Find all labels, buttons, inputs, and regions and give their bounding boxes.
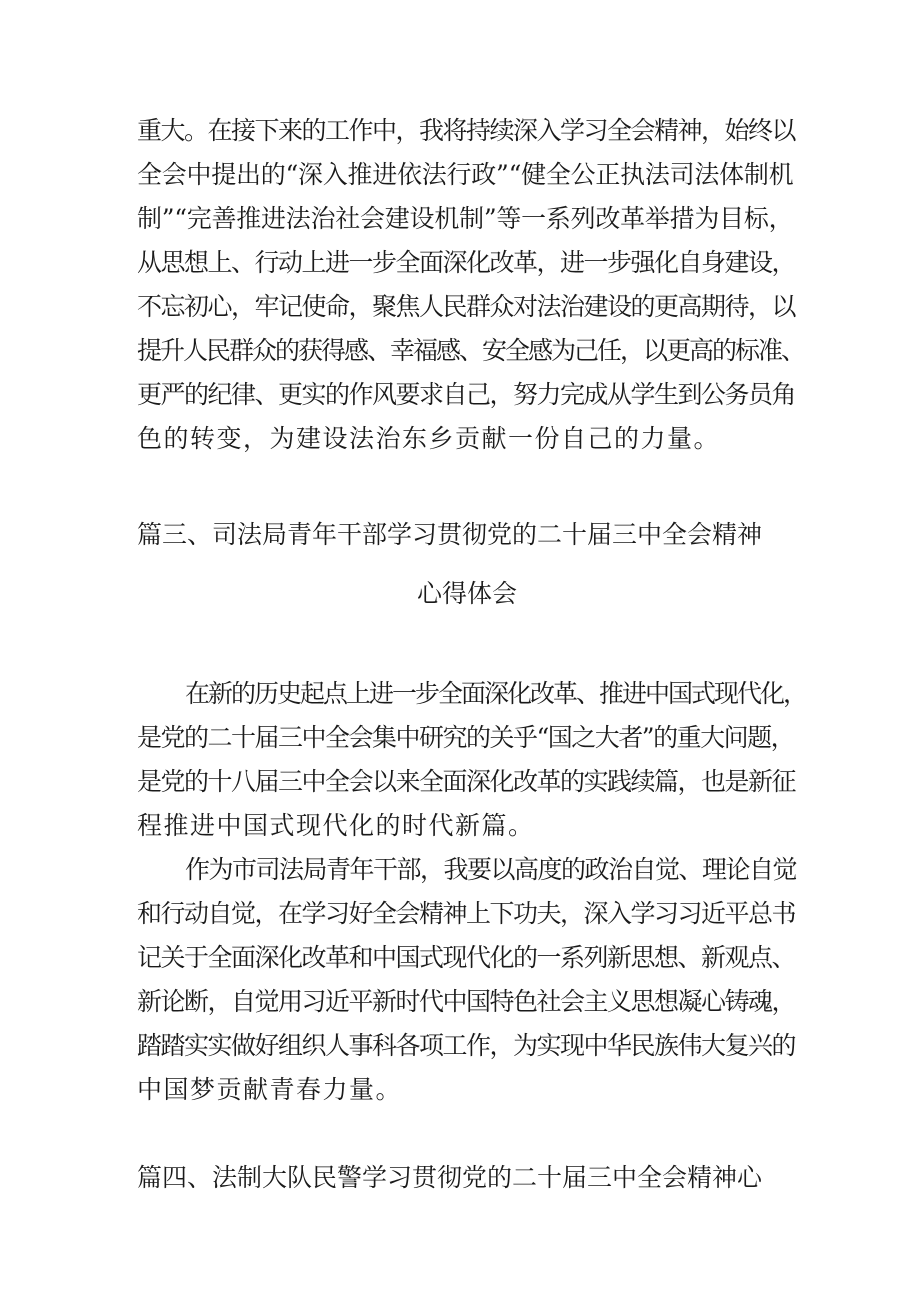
section-4-title: 篇四、法制大队民警学习贯彻党的二十届三中全会精神心 — [137, 1163, 763, 1192]
paragraph-line: 新论断，自觉用习近平新时代中国特色社会主义思想凝心铸魂， — [137, 987, 796, 1016]
paragraph-line: 不忘初心，牢记使命，聚焦人民群众对法治建设的更高期待，以 — [137, 292, 796, 321]
paragraph-line: 和行动自觉，在学习好全会精神上下功夫，深入学习习近平总书 — [137, 899, 796, 928]
paragraph-line: 中国梦贡献青春力量。 — [137, 1075, 403, 1104]
paragraph-line: 程推进中国式现代化的时代新篇。 — [137, 811, 535, 840]
paragraph-line: 从思想上、行动上进一步全面深化改革，进一步强化自身建设， — [137, 248, 796, 277]
paragraph-line: 在新的历史起点上进一步全面深化改革、推进中国式现代化， — [185, 679, 807, 708]
paragraph-line: 全会中提出的“深入推进依法行政”“健全公正执法司法体制机 — [137, 160, 794, 189]
section-3-title: 篇三、司法局青年干部学习贯彻党的二十届三中全会精神 — [137, 520, 763, 549]
paragraph-line: 色的转变，为建设法治东乡贡献一份自己的力量。 — [137, 424, 721, 453]
paragraph-line: 是党的二十届三中全会集中研究的关乎“国之大者”的重大问题， — [137, 723, 795, 752]
paragraph-line: 踏踏实实做好组织人事科各项工作，为实现中华民族伟大复兴的 — [137, 1031, 796, 1060]
paragraph-line: 更严的纪律、更实的作风要求自己，努力完成从学生到公务员角 — [137, 380, 796, 409]
section-3-title-cont: 心得体会 — [417, 579, 518, 608]
paragraph-line: 作为市司法局青年干部，我要以高度的政治自觉、理论自觉 — [185, 855, 797, 884]
paragraph-line: 是党的十八届三中全会以来全面深化改革的实践续篇，也是新征 — [137, 767, 796, 796]
paragraph-line: 记关于全面深化改革和中国式现代化的一系列新思想、新观点、 — [137, 943, 796, 972]
paragraph-line: 重大。在接下来的工作中，我将持续深入学习全会精神，始终以 — [137, 116, 796, 145]
paragraph-line: 制”“完善推进法治社会建设机制”等一系列改革举措为目标， — [137, 204, 794, 233]
paragraph-line: 提升人民群众的获得感、幸福感、安全感为己任，以更高的标准、 — [137, 336, 805, 365]
